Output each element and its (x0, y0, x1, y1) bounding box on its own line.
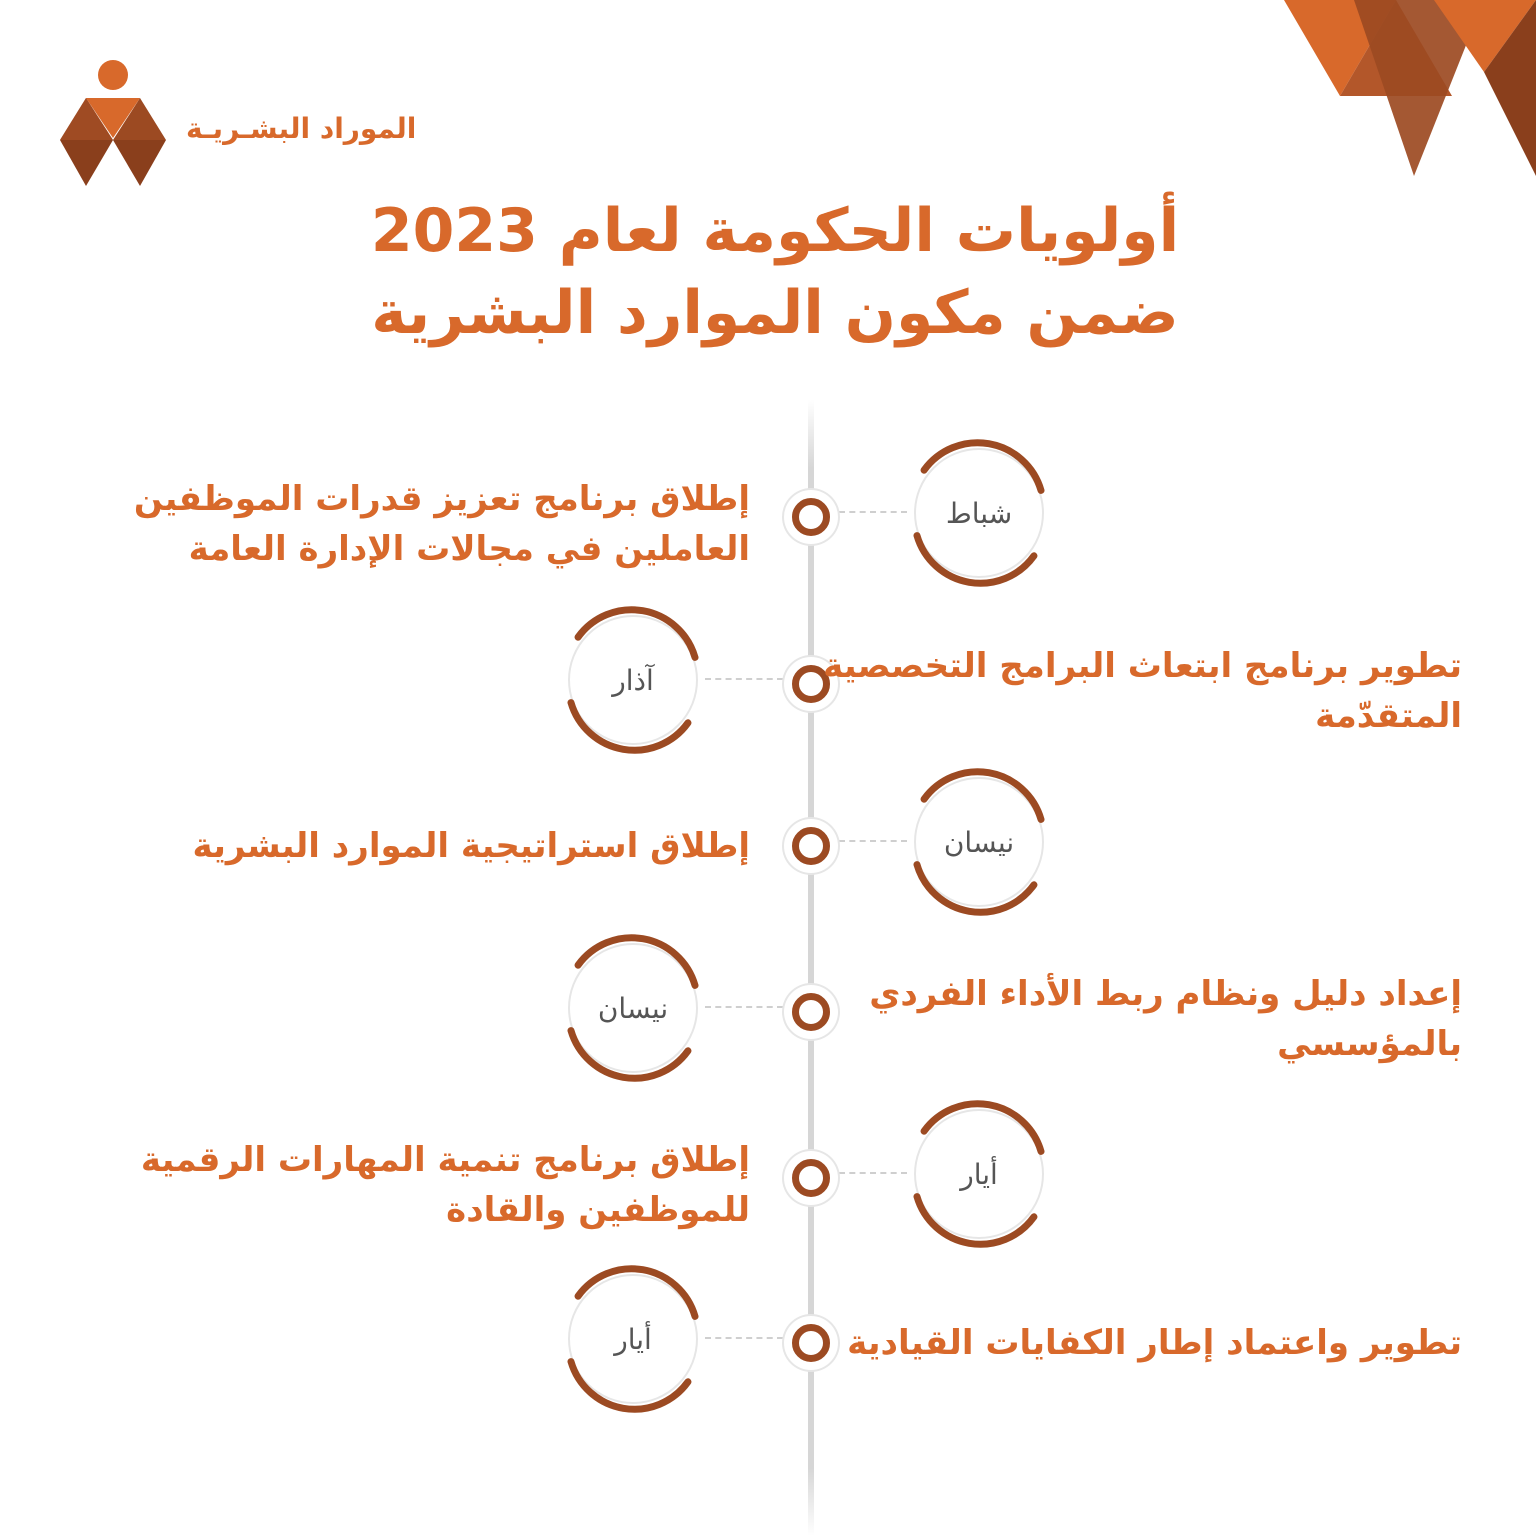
month-circle (558, 933, 708, 1083)
timeline-item-text (869, 969, 1462, 1069)
month-circle (904, 438, 1054, 588)
timeline-item-text-line: إطلاق استراتيجية الموارد البشرية (192, 826, 750, 866)
timeline-connector (839, 511, 907, 513)
timeline-node (784, 490, 838, 544)
month-label: شباط (945, 496, 1013, 530)
timeline-item-text-line: إعداد دليل ونظام ربط الأداء الفردي (869, 974, 1462, 1014)
month-circle (904, 767, 1054, 917)
timeline-item-text-line: بالمؤسسي (1277, 1024, 1462, 1064)
timeline-item-text-line: تطوير برنامج ابتعاث البرامج التخصصية (823, 646, 1462, 686)
timeline-item-text (193, 821, 750, 871)
timeline-item-text-line: العاملين في مجالات الإدارة العامة (188, 529, 750, 569)
timeline-connector (705, 678, 783, 680)
corner-triangles-decoration (1284, 0, 1536, 180)
timeline-item-text (823, 641, 1462, 741)
timeline-item-text (134, 474, 750, 574)
timeline-node-ring (792, 1324, 830, 1362)
timeline-connector (839, 840, 907, 842)
timeline-item-text-line: إطلاق برنامج تنمية المهارات الرقمية (140, 1140, 750, 1180)
month-label: آذار (612, 663, 654, 697)
timeline-item-text-line: للموظفين والقادة (446, 1190, 750, 1230)
timeline-item-text (141, 1135, 750, 1235)
logo-icon (58, 58, 168, 190)
timeline-node-ring (792, 827, 830, 865)
timeline-node (784, 985, 838, 1039)
timeline-node-ring (792, 498, 830, 536)
timeline-node (784, 1316, 838, 1370)
month-circle (558, 605, 708, 755)
timeline-item-text-line: تطوير واعتماد إطار الكفايات القيادية (847, 1323, 1462, 1363)
timeline-item-text-line: المتقدّمة (1315, 696, 1462, 736)
month-circle (904, 1099, 1054, 1249)
timeline-node (784, 819, 838, 873)
timeline-connector (705, 1337, 783, 1339)
month-label: أيار (614, 1322, 652, 1356)
timeline-node-ring (792, 1159, 830, 1197)
timeline-connector (705, 1006, 783, 1008)
timeline-item-text-line: إطلاق برنامج تعزيز قدرات الموظفين (133, 479, 750, 519)
month-label: أيار (960, 1157, 998, 1191)
title-line-2: ضمن مكون الموارد البشرية (371, 278, 1179, 348)
month-label: نيسان (597, 991, 669, 1025)
timeline-node-ring (792, 993, 830, 1031)
title-line-1: أولويات الحكومة لعام 2023 (370, 196, 1180, 266)
month-circle (558, 1264, 708, 1414)
page-title (280, 190, 1270, 354)
timeline-node (784, 1151, 838, 1205)
logo-text: الموراد البشـريـة (186, 112, 417, 145)
timeline-item-text (847, 1318, 1462, 1368)
month-label: نيسان (943, 825, 1015, 859)
timeline-connector (839, 1172, 907, 1174)
